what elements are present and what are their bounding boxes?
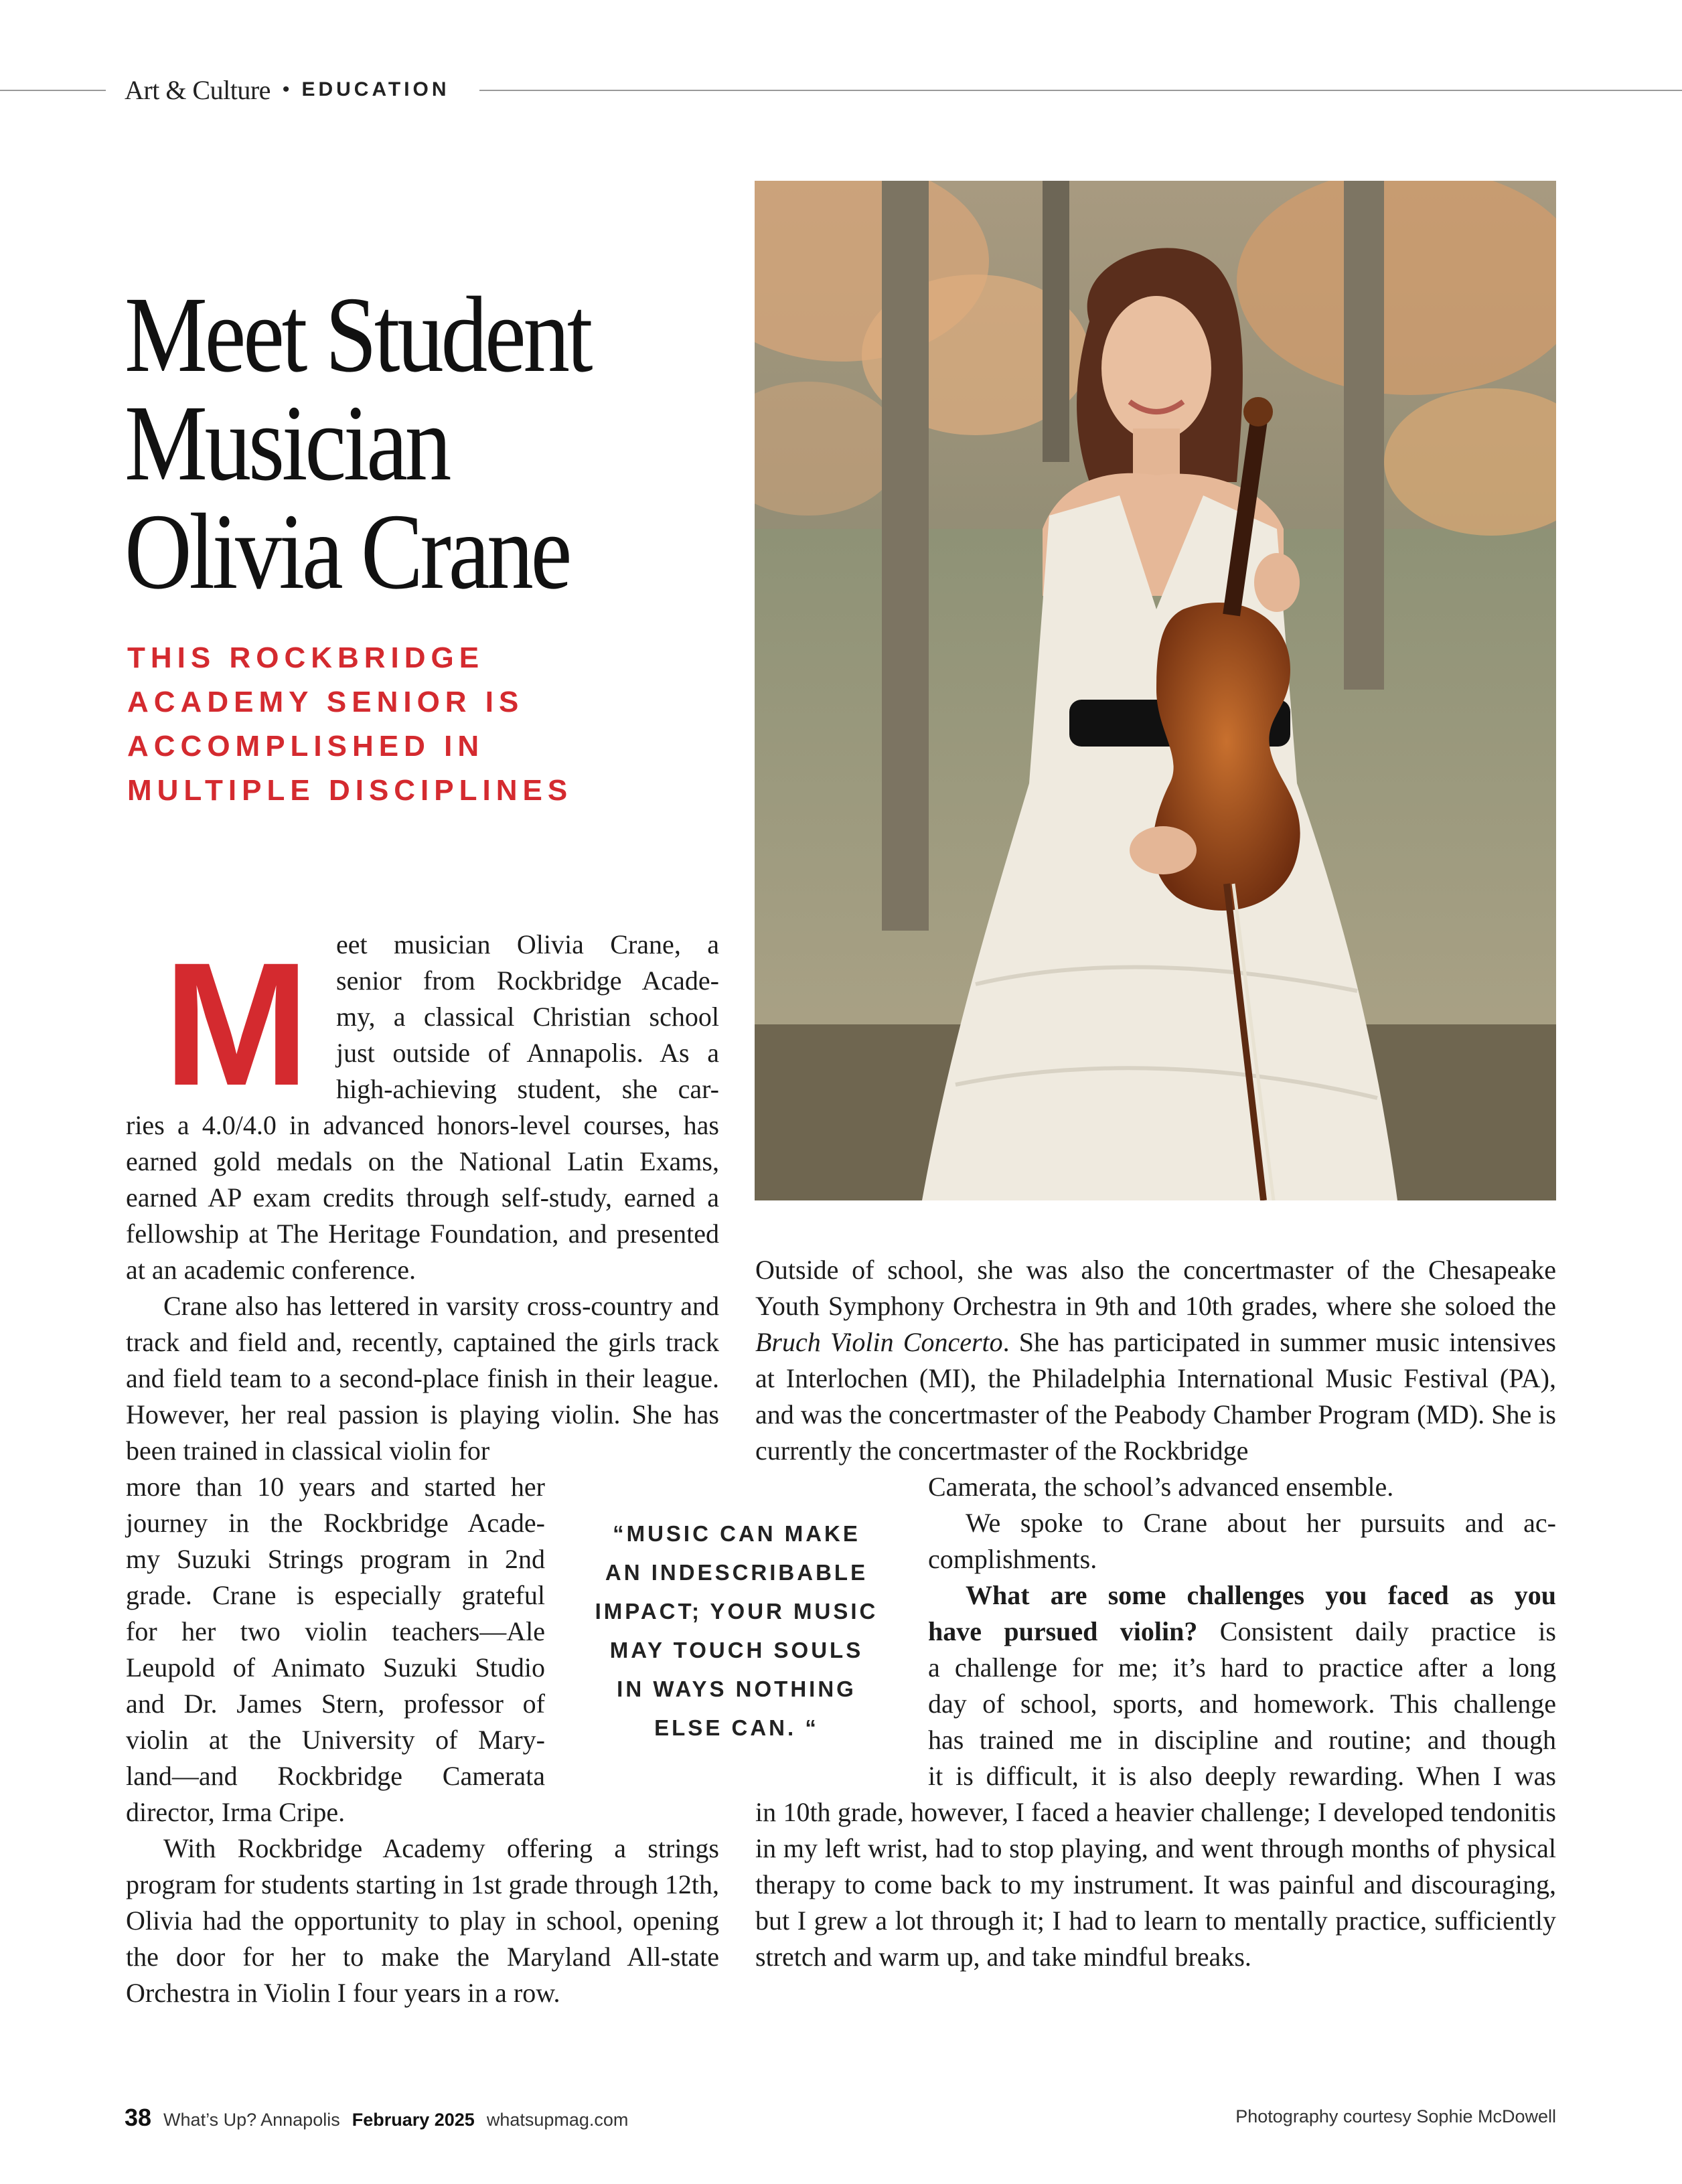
text-line	[928, 1614, 1556, 1650]
text-line: senior from Rockbridge Acade-	[336, 965, 719, 996]
text-line: We spoke to Crane about her pursuits and ac-	[966, 1508, 1556, 1538]
paragraph: Crane also has lettered in varsity cross-country and track and field and, recently, captained the girls track and field team to a second-place finish in their league. However, her real passion is playing violin. She has been trained in classical violin for	[126, 1291, 719, 1466]
pull-quote-line: ELSE CAN. “	[654, 1715, 819, 1740]
text-line: complishments.	[928, 1544, 1097, 1574]
page-number: 38	[125, 2104, 152, 2131]
pull-quote	[577, 1514, 896, 1747]
subsection-label: EDUCATION	[301, 78, 450, 100]
subhead-line: MULTIPLE DISCIPLINES	[127, 774, 573, 807]
text-line: Leupold of Animato Suzuki Studio	[126, 1652, 545, 1683]
violinist-illustration	[755, 181, 1556, 1200]
footer-left	[125, 2104, 628, 2132]
interview-question: What are some challenges you faced as you	[966, 1580, 1556, 1610]
text-line: my, a classical Christian school	[336, 1002, 719, 1032]
portrait-photo	[755, 181, 1556, 1200]
text-line: grade. Crane is especially grateful	[126, 1580, 545, 1610]
headline-line: Musician	[125, 384, 449, 503]
text-line: more than 10 years and started her	[126, 1472, 545, 1502]
text-line: a challenge for me; it’s hard to practice after a long	[928, 1652, 1556, 1683]
headline-line: Olivia Crane	[125, 492, 570, 612]
article-left-column	[126, 1107, 719, 1469]
header-rule-right	[479, 90, 1682, 91]
paragraph	[755, 1252, 1556, 1469]
text-line: journey in the Rockbridge Acade-	[126, 1508, 545, 1538]
text-line: my Suzuki Strings program in 2nd	[126, 1544, 545, 1574]
subhead-line: ACCOMPLISHED IN	[127, 730, 485, 763]
section-separator: •	[282, 78, 290, 100]
text-line: day of school, sports, and homework. This challenge	[928, 1689, 1556, 1719]
paragraph: in 10th grade, however, I faced a heavier challenge; I developed tendonitis in my left wrist, had to stop playing, and went through months of physical therapy to come back to my instrument. It was painful and discouraging, but I grew a lot through it; I had to learn to mentally practice, sufficiently stretch and warm up, and take mindful breaks.	[755, 1797, 1556, 1972]
issue-date: February 2025	[352, 2110, 475, 2130]
pull-quote-line: IMPACT; YOUR MUSIC	[595, 1599, 878, 1624]
headline	[125, 275, 654, 612]
section-label: Art & Culture	[125, 74, 271, 105]
headline-line: Meet Student	[125, 275, 591, 395]
article-right-column	[755, 1252, 1556, 1469]
paragraph: With Rockbridge Academy offering a strings program for students starting in 1st grade through 12th, Olivia had the opportunity to play in school, opening the door for her to make the Maryland All-state Orchestra in Violin I four years in a row.	[126, 1833, 719, 2008]
subhead-line: THIS ROCKBRIDGE	[127, 641, 485, 674]
pull-quote-line: MAY TOUCH SOULS	[609, 1638, 864, 1662]
text-line: director, Irma Cripe.	[126, 1797, 346, 1827]
section-header	[125, 70, 450, 110]
text-line: and Dr. James Stern, professor of	[126, 1689, 545, 1719]
article-right-narrow	[928, 1469, 1556, 1794]
drop-cap: M	[163, 926, 310, 1122]
text-line: Camerata, the school’s advanced ensemble.	[928, 1472, 1394, 1502]
publication-name: What’s Up? Annapolis	[163, 2110, 340, 2130]
text-run: . She has participated in summer music intensives at Interlochen (MI), the Philadelphia International Music Festival (PA), and was the concertmaster of the Peabody Chamber Program (MD). She is currently the concertmaster of the Rockbridge	[755, 1327, 1556, 1466]
text-line: has trained me in discipline and routine; and though	[928, 1725, 1556, 1755]
pull-quote-line: “MUSIC CAN MAKE	[613, 1521, 860, 1546]
text-line: eet musician Olivia Crane, a	[336, 929, 719, 959]
article-left-bottom	[126, 1830, 719, 2011]
text-line: just outside of Annapolis. As a	[336, 1038, 719, 1068]
answer-text: Consistent daily practice is	[1197, 1616, 1556, 1646]
text-line: it is difficult, it is also deeply rewarding. When I was	[928, 1761, 1556, 1791]
concerto-title: Bruch Violin Concerto	[755, 1327, 1003, 1357]
text-line: violin at the University of Mary-	[126, 1725, 545, 1755]
text-line: land—and Rockbridge Camerata	[126, 1761, 545, 1791]
article-intro-lines	[336, 927, 719, 1107]
article-right-bottom	[755, 1794, 1556, 1975]
article-narrow-left	[126, 1469, 545, 1830]
text-line: for her two violin teachers—Ale	[126, 1616, 545, 1646]
paragraph: ries a 4.0/4.0 in advanced honors-level courses, has earned gold medals on the National Latin Exams, earned AP exam credits through self-study, earned a fellowship at The Heritage Foundation, and presented at an academic conference.	[126, 1110, 719, 1285]
pull-quote-line: IN WAYS NOTHING	[617, 1676, 856, 1701]
subhead-line: ACADEMY SENIOR IS	[127, 686, 524, 718]
header-rule-left	[0, 90, 106, 91]
pull-quote-line: AN INDESCRIBABLE	[605, 1560, 868, 1585]
text-run: Outside of school, she was also the concertmaster of the Chesapeake Youth Symphony Orchestra in 9th and 10th grades, where she soloed the	[755, 1255, 1556, 1321]
photo-credit: Photography courtesy Sophie McDowell	[1235, 2106, 1556, 2126]
website: whatsupmag.com	[486, 2110, 629, 2130]
subhead	[127, 636, 730, 813]
text-line: high-achieving student, she car-	[336, 1074, 719, 1104]
interview-question: have pursued violin?	[928, 1616, 1198, 1646]
